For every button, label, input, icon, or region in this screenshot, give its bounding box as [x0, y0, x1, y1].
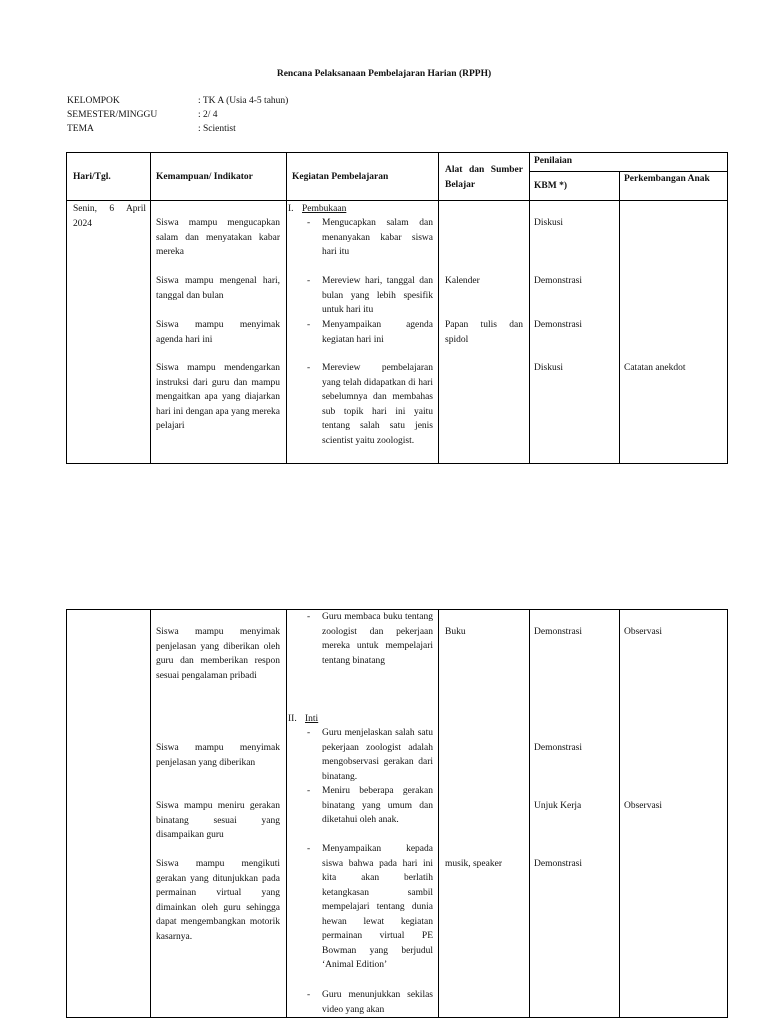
alat-cell: Buku	[445, 627, 466, 637]
kbm-cell: Demonstrasi	[534, 743, 583, 753]
perkembangan-cell: Catatan anekdot	[624, 363, 686, 373]
indikator-cell: Siswa mampu mengenal hari, tanggal dan bulan	[156, 276, 280, 301]
kegiatan-cell: Menyampaikan kepada siswa bahwa pada hari ini kita akan berlatih ketangkasan sambil mempelajari tentang dunia hewan lewat kegiatan permainan virtual PE Bowman yang berjudul ‘Animal Edition’	[322, 844, 433, 970]
header-divider	[67, 200, 727, 201]
meta-value-kelompok: : TK A (Usia 4-5 tahun)	[198, 96, 289, 106]
kbm-cell: Demonstrasi	[534, 859, 583, 869]
meta-value-tema: : Scientist	[198, 124, 236, 134]
kbm-cell: Demonstrasi	[534, 276, 583, 286]
kegiatan-cell: Meniru beberapa gerakan binatang yang umum dan diketahui oleh anak.	[322, 786, 433, 825]
indikator-cell: Siswa mampu mengikuti gerakan yang ditunjukkan pada permainan virtual yang dimainkan oleh guru sehingga dapat mengembangkan motorik kasarnya.	[156, 859, 280, 942]
kbm-cell: Diskusi	[534, 363, 564, 373]
kegiatan-cell: Mengucapkan salam dan menanyakan kabar siswa hari itu	[322, 218, 433, 257]
perkembangan-cell: Observasi	[624, 801, 662, 811]
alat-cell: Kalender	[445, 276, 480, 286]
rpph-table-page1	[66, 152, 728, 464]
bullet-dash: -	[307, 218, 311, 228]
kbm-cell: Demonstrasi	[534, 627, 583, 637]
kegiatan-cell: Menyampaikan agenda kegiatan hari ini	[322, 320, 433, 345]
indikator-cell: Siswa mampu menyimak penjelasan yang diberikan oleh guru dan memberikan respon sesuai pengalaman pribadi	[156, 627, 280, 681]
kegiatan-cell: Guru membaca buku tentang zoologist dan pekerjaan mereka untuk mempelajari tentang binatang	[322, 612, 433, 666]
kegiatan-cell: Mereview pembelajaran yang telah didapatkan di hari sebelumnya dan membahas sub topik hari ini yaitu tentang salah satu jenis scientist yaitu zoologist.	[322, 363, 433, 446]
bullet-dash: -	[307, 276, 311, 286]
alat-cell: musik, speaker	[445, 859, 502, 869]
document-title: Rencana Pelaksanaan Pembelajaran Harian (RPPH)	[276, 69, 492, 79]
header-kegiatan: Kegiatan Pembelajaran	[292, 172, 389, 182]
header-hari: Hari/Tgl.	[73, 172, 111, 182]
col-divider	[286, 610, 287, 1017]
indikator-cell: Siswa mampu mendengarkan instruksi dari guru dan mampu mengaitkan apa yang diajarkan hari ini dengan apa yang mereka pelajari	[156, 363, 280, 431]
rpph-table-page2	[66, 609, 728, 1018]
meta-value-semester: : 2/ 4	[198, 110, 218, 120]
meta-label-semester: SEMESTER/MINGGU	[67, 110, 158, 120]
alat-cell: Papan tulis dan spidol	[445, 320, 523, 345]
bullet-dash: -	[307, 844, 311, 854]
section-number: II.	[288, 714, 297, 724]
col-divider	[438, 610, 439, 1017]
meta-label-kelompok: KELOMPOK	[67, 96, 120, 106]
kbm-cell: Demonstrasi	[534, 320, 583, 330]
indikator-cell: Siswa mampu menyimak penjelasan yang diberikan	[156, 743, 280, 768]
kbm-cell: Unjuk Kerja	[534, 801, 582, 811]
kegiatan-cell: Guru menjelaskan salah satu pekerjaan zoologist adalah mengobservasi gerakan dari binatang.	[322, 728, 433, 782]
bullet-dash: -	[307, 612, 311, 622]
bullet-dash: -	[307, 363, 311, 373]
header-alat: Alat dan Sumber Belajar	[445, 165, 523, 190]
indikator-cell: Siswa mampu meniru gerakan binatang sesuai yang disampaikan guru	[156, 801, 280, 840]
section-title: Pembukaan	[302, 204, 347, 214]
header-perkembangan: Perkembangan Anak	[624, 174, 710, 184]
header-penilaian: Penilaian	[534, 156, 573, 166]
indikator-cell: Siswa mampu menyimak agenda hari ini	[156, 320, 280, 345]
section-number: I.	[288, 204, 294, 214]
bullet-dash: -	[307, 728, 311, 738]
section-title: Inti	[305, 714, 319, 724]
perkembangan-cell: Observasi	[624, 627, 662, 637]
bullet-dash: -	[307, 786, 311, 796]
col-divider	[619, 610, 620, 1017]
kegiatan-cell: Guru menunjukkan sekilas video yang akan	[322, 990, 433, 1015]
indikator-cell: Siswa mampu mengucapkan salam dan menyatakan kabar mereka	[156, 218, 280, 257]
bullet-dash: -	[307, 990, 311, 1000]
header-kbm: KBM *)	[534, 181, 567, 191]
bullet-dash: -	[307, 320, 311, 330]
date-cell: Senin, 6 April 2024	[73, 204, 146, 229]
header-kemampuan: Kemampuan/ Indikator	[156, 172, 253, 182]
kbm-cell: Diskusi	[534, 218, 564, 228]
meta-label-tema: TEMA	[67, 124, 94, 134]
col-divider	[619, 171, 620, 463]
col-divider	[529, 610, 530, 1017]
kegiatan-cell: Mereview hari, tanggal dan bulan yang lebih spesifik untuk hari itu	[322, 276, 433, 315]
col-divider	[150, 610, 151, 1017]
